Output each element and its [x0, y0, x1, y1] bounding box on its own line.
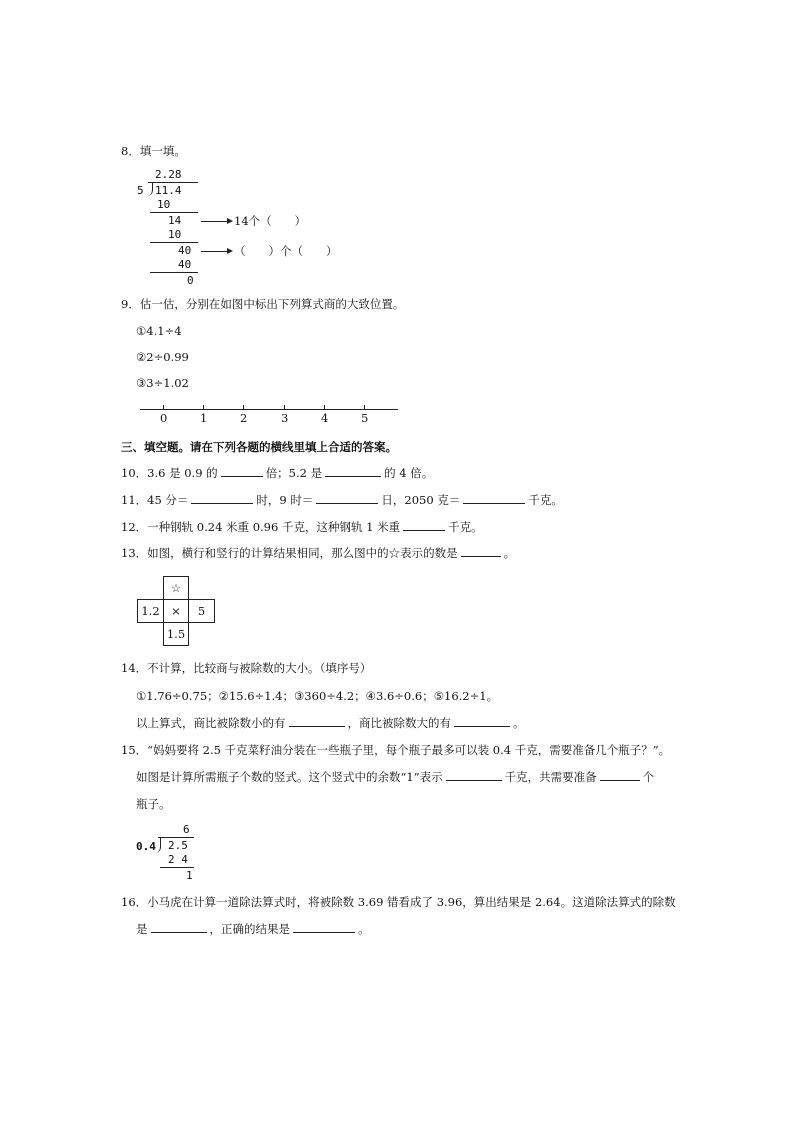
q9-item-1: ①4.1÷4: [136, 324, 182, 338]
number-line-axis: [140, 409, 398, 410]
q13-blank[interactable]: [461, 545, 501, 557]
q8-arrow1-head: [227, 218, 233, 224]
q16-text-a: 是: [136, 922, 148, 936]
tick-label-5: 5: [361, 411, 369, 425]
q8-bracket-side: [147, 182, 153, 196]
grid-left-cell: 1.2: [137, 599, 164, 623]
tick-label-2: 2: [240, 411, 248, 425]
q8-step1: 10: [157, 198, 171, 211]
q11-text-d: 千克。: [528, 493, 563, 507]
q11-text-c: 日，2050 克＝: [381, 493, 461, 507]
q12-text-a: 12．一种钢轨 0.24 米重 0.96 千克，这种钢轨 1 米重: [121, 520, 401, 534]
q8-rule3: [150, 272, 198, 273]
q10-blank-1[interactable]: [221, 465, 263, 477]
q16-blank-2[interactable]: [293, 921, 355, 933]
q11-blank-3[interactable]: [463, 492, 525, 504]
q8-arrow2: [201, 251, 229, 252]
q16-text-c: 。: [358, 922, 370, 936]
q14-blank-1[interactable]: [289, 715, 345, 727]
q15-text-b: 千克，共需要准备: [504, 770, 597, 784]
q9-label: 9．估一估，分别在如图中标出下列算式商的大致位置。: [121, 297, 405, 311]
q12: [121, 519, 483, 535]
q15-blank-2[interactable]: [600, 769, 640, 781]
q11-text-a: 11．45 分＝: [121, 493, 189, 507]
q16-line-1: 16．小马虎在计算一道除法算式时，将被除数 3.69 错看成了 3.96，算出结果是 2.64。这道除法算式的除数: [121, 895, 676, 909]
q15-line-2: [136, 769, 654, 785]
q8-arrow1: [201, 221, 229, 222]
section-3-title: 三、填空题。请在下列各题的横线里填上合适的答案。: [121, 440, 397, 454]
q14-blank-2[interactable]: [454, 715, 510, 727]
q8-final: 0: [187, 274, 194, 287]
q13: [121, 545, 515, 561]
q15-rule: [160, 867, 194, 868]
q14-label: 14．不计算，比较商与被除数的大小。（填序号）: [121, 661, 372, 675]
tick-label-1: 1: [200, 411, 208, 425]
q10-text-a: 10．3.6 是 0.9 的: [121, 466, 218, 480]
q15-remainder: 1: [186, 869, 193, 882]
q9-item-2: ②2÷0.99: [136, 350, 189, 364]
grid-operator-cell: ×: [163, 599, 189, 623]
q15-dividend: 2.5: [168, 839, 188, 852]
q8-rem2: 40: [178, 244, 192, 257]
q8-bracket-top: [148, 182, 198, 183]
tick-label-4: 4: [321, 411, 329, 425]
tick-label-3: 3: [281, 411, 289, 425]
q15-bracket-top: [158, 837, 194, 838]
q12-blank[interactable]: [403, 519, 445, 531]
grid-right-cell: 5: [188, 599, 215, 623]
q14-text-c: 。: [513, 716, 525, 730]
grid-star-cell: ☆: [163, 576, 189, 600]
q15-text-c: 个: [642, 770, 655, 784]
q14-items: ①1.76÷0.75；②15.6÷1.4；③360÷4.2；④3.6÷0.6；⑤16.2÷1。: [136, 689, 499, 703]
q13-text-a: 13．如图，横行和竖行的计算结果相同，那么图中的☆表示的数是: [121, 546, 458, 560]
q16-text-b: ，正确的结果是: [209, 922, 290, 936]
q8-note2: （ ）个（ ）: [234, 244, 338, 258]
q8-step2: 10: [168, 228, 182, 241]
grid-bottom-cell: 1.5: [163, 622, 189, 646]
q8-rem1: 14: [168, 214, 182, 227]
q8-rule2: [150, 242, 198, 243]
q10-text-b: 倍；5.2 是: [265, 466, 323, 480]
q9-item-3: ③3÷1.02: [136, 376, 189, 390]
q16-line-2: [136, 921, 370, 937]
q8-dividend: 11.4: [155, 184, 182, 197]
q15-text-a: 如图是计算所需瓶子个数的竖式。这个竖式中的余数“1”表示: [136, 770, 443, 784]
q10-blank-2[interactable]: [325, 465, 381, 477]
q8-rule1: [150, 212, 198, 213]
q15-line-3: 瓶子。: [136, 797, 171, 811]
q11: [121, 492, 563, 508]
q8-arrow2-head: [227, 248, 233, 254]
q15-blank-1[interactable]: [446, 769, 502, 781]
q10-text-c: 的 4 倍。: [384, 466, 434, 480]
q10: [121, 465, 433, 481]
q12-text-b: 千克。: [448, 520, 483, 534]
q8-step3: 40: [178, 258, 192, 271]
q8-note1: 14个（ ）: [234, 214, 307, 228]
q8-divisor: 5: [137, 184, 144, 197]
q16-blank-1[interactable]: [151, 921, 207, 933]
q14-answer: [136, 715, 525, 731]
q15-quotient: 6: [183, 823, 190, 836]
q8-label: 8．填一填。: [121, 144, 186, 158]
q8-quotient: 2.28: [155, 168, 182, 181]
q14-text-b: ，商比被除数大的有: [347, 716, 451, 730]
q11-blank-1[interactable]: [191, 492, 253, 504]
q15-line-1: 15．“妈妈要将 2.5 千克菜籽油分装在一些瓶子里，每个瓶子最多可以装 0.4 千克，需要准备几个瓶子？”。: [121, 743, 671, 757]
tick-label-0: 0: [160, 411, 168, 425]
q15-product: 2 4: [168, 853, 188, 866]
q14-text-a: 以上算式，商比被除数小的有: [136, 716, 286, 730]
q11-blank-2[interactable]: [316, 492, 378, 504]
q13-text-b: 。: [503, 546, 516, 560]
q11-text-b: 时，9 时＝: [256, 493, 314, 507]
q15-divisor: 0.4: [136, 840, 156, 853]
